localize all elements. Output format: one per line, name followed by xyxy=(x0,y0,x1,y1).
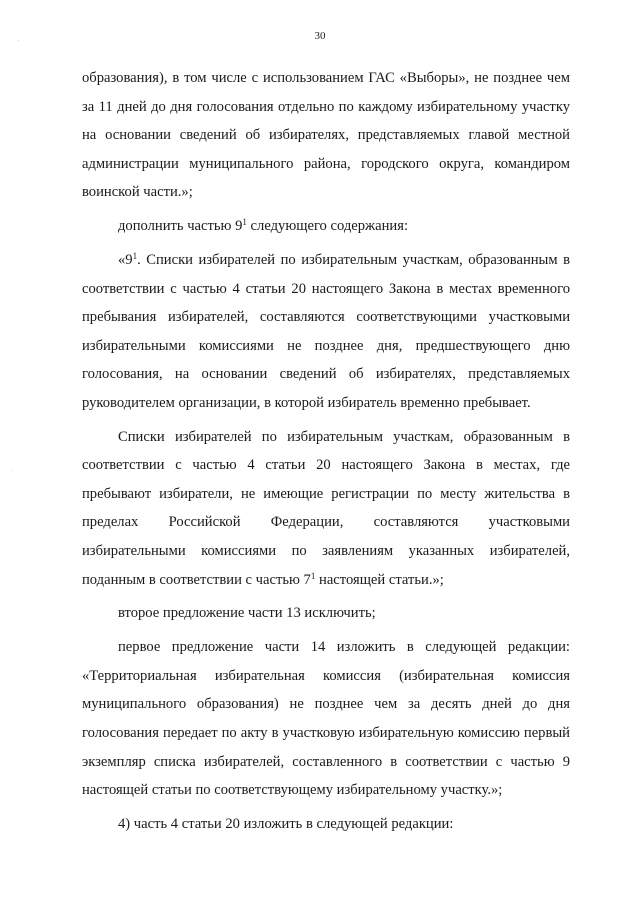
superscript: 1 xyxy=(132,250,138,261)
paragraph-text: дополнить частью 9 xyxy=(118,218,243,235)
paragraph-p6 xyxy=(82,633,570,805)
scan-speck xyxy=(12,470,13,471)
paragraph-text: второе предложение части 13 исключить; xyxy=(118,605,376,622)
paragraph-p1 xyxy=(82,64,570,207)
paragraph-text: Списки избирателей по избирательным участкам, образованным в соответствии с частью 4 статьи 20 настоящего Закона в местах, где пребывают избиратели, не имеющие регистрации по месту жительства в пределах Российской Федерации, составляются участковыми избирательными комиссиями по заявлениям указанных избирателей, поданным в соответствии с частью 7 xyxy=(82,428,570,588)
paragraph-text: следующего содержания: xyxy=(246,218,409,235)
paragraph-text: образования), в том числе с использованием ГАС «Выборы», не позднее чем за 11 дней до дня голосования отдельно по каждому избирательному участку на основании сведений об избирателях, представляемых главой местной администрации муниципального района, городского округа, командиром воинской части.»; xyxy=(82,70,570,201)
document-body xyxy=(82,64,570,839)
paragraph-text: «9 xyxy=(118,251,133,268)
paragraph-p5 xyxy=(82,599,570,628)
paragraph-text: первое предложение части 14 изложить в следующей редакции: «Территориальная избирательная комиссия (избирательная комиссия муниципального образования) не позднее чем за десять дней до дня голосования передает по акту в участковую избирательную комиссию первый экземпляр списка избирателей, составленного в соответствии с частью 9 настоящей статьи по соответствующему избирательному участку.»; xyxy=(82,639,570,799)
page-number: 30 xyxy=(314,30,326,42)
superscript: 1 xyxy=(310,570,316,581)
paragraph-p2 xyxy=(82,212,570,241)
paragraph-text: настоящей статьи.»; xyxy=(315,571,444,588)
paragraph-p4 xyxy=(82,423,570,595)
paragraph-text: 4) часть 4 статьи 20 изложить в следующей редакции: xyxy=(118,815,454,832)
paragraph-p7 xyxy=(82,810,570,839)
superscript: 1 xyxy=(242,217,247,228)
paragraph-p3 xyxy=(82,246,570,418)
paragraph-text: . Списки избирателей по избирательным участкам, образованным в соответствии с частью 4 статьи 20 настоящего Закона в местах временного пребывания избирателей, составляются соответствующими участковыми избирательными комиссиями не позднее дня, предшествующего дню голосования, на основании сведений об избирателях, представляемых руководителем организации, в которой избиратель временно пребывает. xyxy=(82,251,570,411)
